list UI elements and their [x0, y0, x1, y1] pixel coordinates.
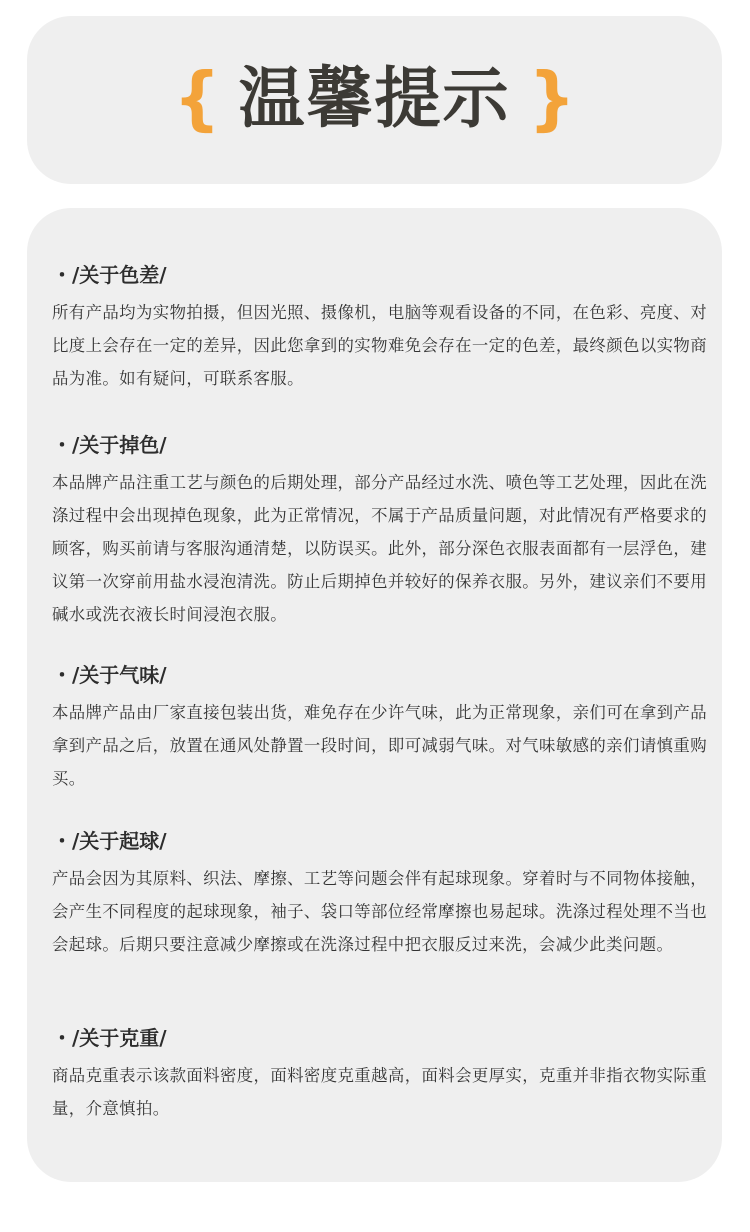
section-title: ・/关于色差/ — [52, 263, 167, 287]
title-wrap — [173, 58, 576, 139]
section-body: 商品克重表示该款面料密度，面料密度克重越高，面料会更厚实，克重并非指衣物实际重量，介意慎拍。 — [52, 1066, 707, 1118]
title-banner — [27, 16, 722, 184]
notice-card — [27, 208, 722, 1182]
section-body: 产品会因为其原料、织法、摩擦、工艺等问题会伴有起球现象。穿着时与不同物体接触，会产生不同程度的起球现象，袖子、袋口等部位经常摩擦也易起球。洗涤过程处理不当也会起球。后期只要注意减少摩擦或在洗涤过程中把衣服反过来洗，会减少此类问题。 — [52, 869, 707, 954]
section-odor — [52, 660, 707, 795]
section-weight — [52, 1023, 707, 1125]
section-title: ・/关于起球/ — [52, 829, 167, 853]
section-fading — [52, 430, 707, 631]
section-color-difference — [52, 260, 707, 395]
section-title: ・/关于气味/ — [52, 663, 167, 687]
section-title: ・/关于掉色/ — [52, 433, 167, 457]
right-brace: } — [528, 58, 576, 139]
left-brace: { — [173, 58, 221, 139]
section-pilling — [52, 826, 707, 961]
section-body: 本品牌产品由厂家直接包装出货，难免存在少许气味，此为正常现象，亲们可在拿到产品拿到产品之后，放置在通风处静置一段时间，即可减弱气味。对气味敏感的亲们请慎重购买。 — [52, 703, 707, 788]
page-title: 温馨提示 — [238, 60, 511, 137]
section-body: 所有产品均为实物拍摄，但因光照、摄像机，电脑等观看设备的不同，在色彩、亮度、对比度上会存在一定的差异，因此您拿到的实物难免会存在一定的色差，最终颜色以实物商品为准。如有疑问，可联系客服。 — [52, 303, 707, 388]
section-body: 本品牌产品注重工艺与颜色的后期处理，部分产品经过水洗、喷色等工艺处理，因此在洗涤过程中会出现掉色现象，此为正常情况，不属于产品质量问题，对此情况有严格要求的顾客，购买前请与客服沟通清楚，以防误买。此外，部分深色衣服表面都有一层浮色，建议第一次穿前用盐水浸泡清洗。防止后期掉色并较好的保养衣服。另外，建议亲们不要用碱水或洗衣液长时间浸泡衣服。 — [52, 473, 707, 624]
section-title: ・/关于克重/ — [52, 1026, 167, 1050]
